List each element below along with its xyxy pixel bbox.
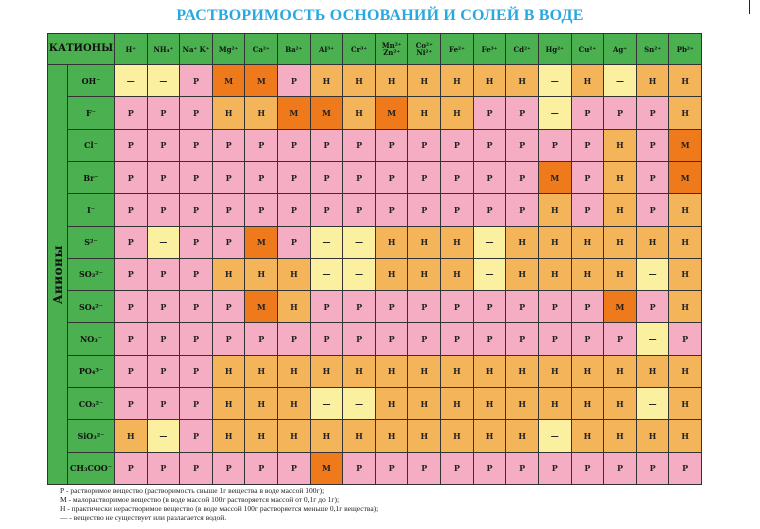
solubility-cell: М	[311, 97, 343, 128]
solubility-cell: Р	[148, 162, 180, 193]
solubility-cell: Р	[376, 291, 408, 322]
anion-header: F⁻	[68, 97, 114, 128]
solubility-cell: —	[539, 97, 571, 128]
solubility-cell: Р	[408, 194, 440, 225]
solubility-cell: Н	[441, 420, 473, 451]
solubility-cell: Н	[408, 388, 440, 419]
solubility-cell: Р	[604, 453, 636, 484]
solubility-cell: Р	[148, 388, 180, 419]
solubility-cell: Р	[376, 323, 408, 354]
solubility-cell: Р	[408, 130, 440, 161]
anions-label: Анионы	[50, 244, 65, 305]
solubility-cell: Н	[604, 356, 636, 387]
solubility-cell: Н	[245, 356, 277, 387]
solubility-cell: Н	[278, 259, 310, 290]
anion-header: Cl⁻	[68, 130, 114, 161]
solubility-cell: Н	[115, 420, 147, 451]
solubility-cell: Н	[441, 388, 473, 419]
solubility-cell: Н	[278, 420, 310, 451]
solubility-cell: Н	[376, 356, 408, 387]
solubility-cell: —	[148, 227, 180, 258]
solubility-cell: Р	[148, 97, 180, 128]
solubility-cell: Р	[572, 323, 604, 354]
solubility-cell: Н	[539, 259, 571, 290]
cation-header: Pb²⁺	[669, 34, 701, 64]
solubility-cell: Н	[506, 356, 538, 387]
solubility-cell: Н	[245, 259, 277, 290]
solubility-cell: —	[539, 65, 571, 96]
solubility-cell: Р	[506, 97, 538, 128]
solubility-cell: Н	[408, 420, 440, 451]
solubility-cell: Р	[278, 65, 310, 96]
solubility-cell: Р	[148, 291, 180, 322]
solubility-cell: Н	[669, 356, 701, 387]
solubility-cell: Р	[408, 162, 440, 193]
solubility-cell: Н	[278, 356, 310, 387]
solubility-cell: Р	[506, 323, 538, 354]
solubility-cell: Н	[245, 420, 277, 451]
cation-header: Ca²⁺	[245, 34, 277, 64]
solubility-cell: —	[637, 388, 669, 419]
solubility-cell: Р	[441, 194, 473, 225]
solubility-cell: Н	[506, 388, 538, 419]
solubility-cell: Р	[376, 194, 408, 225]
solubility-cell: Р	[115, 323, 147, 354]
solubility-cell: Р	[604, 97, 636, 128]
solubility-cell: Н	[604, 194, 636, 225]
solubility-cell: Н	[474, 420, 506, 451]
solubility-cell: Н	[669, 420, 701, 451]
solubility-cell: —	[115, 65, 147, 96]
solubility-cell: Н	[343, 356, 375, 387]
solubility-cell: Н	[213, 420, 245, 451]
solubility-cell: Р	[474, 130, 506, 161]
solubility-cell: Н	[604, 259, 636, 290]
solubility-cell: Р	[572, 453, 604, 484]
solubility-cell: Р	[278, 162, 310, 193]
solubility-cell: Н	[441, 97, 473, 128]
solubility-cell: Р	[343, 162, 375, 193]
anion-header: OH⁻	[68, 65, 114, 96]
solubility-cell: Н	[637, 65, 669, 96]
solubility-cell: Р	[506, 291, 538, 322]
solubility-cell: Р	[572, 162, 604, 193]
solubility-cell: Р	[376, 453, 408, 484]
solubility-cell: —	[343, 388, 375, 419]
anion-header: S²⁻	[68, 227, 114, 258]
solubility-cell: Р	[180, 227, 212, 258]
solubility-cell: Н	[572, 65, 604, 96]
solubility-cell: —	[604, 65, 636, 96]
solubility-cell: Р	[213, 227, 245, 258]
solubility-cell: Р	[180, 453, 212, 484]
solubility-cell: Р	[506, 130, 538, 161]
solubility-cell: Р	[408, 291, 440, 322]
solubility-cell: Н	[245, 388, 277, 419]
solubility-cell: Н	[604, 130, 636, 161]
solubility-cell: Н	[637, 227, 669, 258]
solubility-cell: Р	[180, 194, 212, 225]
solubility-cell: Р	[637, 130, 669, 161]
page-title: РАСТВОРИМОСТЬ ОСНОВАНИЙ И СОЛЕЙ В ВОДЕ	[176, 7, 584, 24]
cation-header: Cr³⁺	[343, 34, 375, 64]
solubility-cell: Н	[539, 227, 571, 258]
solubility-cell: Н	[441, 259, 473, 290]
solubility-cell: —	[474, 259, 506, 290]
solubility-cell: Н	[408, 227, 440, 258]
cation-header: Mn²⁺ Zn²⁺	[376, 34, 408, 64]
solubility-cell: Р	[343, 130, 375, 161]
solubility-cell: Р	[441, 291, 473, 322]
solubility-cell: Р	[180, 259, 212, 290]
solubility-cell: М	[311, 453, 343, 484]
cation-header: Co²⁺ Ni²⁺	[408, 34, 440, 64]
solubility-cell: Р	[180, 291, 212, 322]
cation-header: NH₄⁺	[148, 34, 180, 64]
solubility-cell: Р	[343, 291, 375, 322]
solubility-cell: Н	[637, 356, 669, 387]
solubility-cell: Р	[180, 420, 212, 451]
edge-mark	[749, 0, 750, 14]
solubility-cell: —	[474, 227, 506, 258]
solubility-cell: Р	[115, 388, 147, 419]
solubility-cell: —	[637, 323, 669, 354]
anion-header: CH₃COO⁻	[68, 453, 114, 484]
solubility-cell: —	[311, 388, 343, 419]
solubility-cell: Н	[343, 97, 375, 128]
solubility-cell: Р	[572, 194, 604, 225]
anion-header: Br⁻	[68, 162, 114, 193]
legend	[60, 486, 560, 522]
solubility-cell: Р	[637, 453, 669, 484]
solubility-cell: Р	[441, 130, 473, 161]
solubility-cell: Р	[604, 323, 636, 354]
solubility-cell: Р	[669, 453, 701, 484]
anion-header: SiO₃²⁻	[68, 420, 114, 451]
cation-header: Sn²⁺	[637, 34, 669, 64]
solubility-cell: —	[311, 259, 343, 290]
solubility-cell: Н	[637, 420, 669, 451]
solubility-table	[47, 33, 702, 485]
solubility-cell: Р	[213, 162, 245, 193]
solubility-cell: Н	[376, 259, 408, 290]
solubility-cell: Н	[506, 65, 538, 96]
solubility-cell: Р	[245, 130, 277, 161]
solubility-cell: Р	[180, 65, 212, 96]
solubility-cell: Н	[506, 420, 538, 451]
solubility-cell: Р	[180, 162, 212, 193]
solubility-cell: М	[213, 65, 245, 96]
solubility-cell: Н	[474, 388, 506, 419]
cations-header: КАТИОНЫ	[48, 34, 114, 64]
solubility-cell: Р	[441, 453, 473, 484]
solubility-cell: Р	[637, 194, 669, 225]
solubility-cell: М	[669, 130, 701, 161]
solubility-cell: М	[669, 162, 701, 193]
solubility-cell: Н	[278, 388, 310, 419]
solubility-cell: Н	[408, 356, 440, 387]
legend-item: — - вещество не существует или разлагается водой.	[60, 513, 227, 522]
solubility-cell: Н	[343, 65, 375, 96]
solubility-cell: Р	[669, 323, 701, 354]
solubility-cell: Р	[245, 162, 277, 193]
solubility-cell: Н	[572, 356, 604, 387]
solubility-cell: Н	[441, 227, 473, 258]
anion-header: SO₄²⁻	[68, 291, 114, 322]
solubility-cell: Р	[180, 323, 212, 354]
solubility-cell: Н	[669, 227, 701, 258]
solubility-cell: Н	[572, 388, 604, 419]
solubility-cell: Н	[474, 356, 506, 387]
solubility-cell: М	[539, 162, 571, 193]
solubility-cell: Р	[115, 291, 147, 322]
solubility-cell: Н	[539, 388, 571, 419]
solubility-cell: Р	[441, 162, 473, 193]
solubility-cell: Р	[343, 323, 375, 354]
solubility-cell: Р	[311, 323, 343, 354]
solubility-cell: Н	[278, 291, 310, 322]
solubility-cell: Р	[278, 453, 310, 484]
solubility-cell: Н	[572, 227, 604, 258]
solubility-cell: Н	[669, 194, 701, 225]
solubility-cell: Р	[115, 162, 147, 193]
cation-header: Ba²⁺	[278, 34, 310, 64]
cation-header: Cu²⁺	[572, 34, 604, 64]
solubility-cell: Р	[278, 130, 310, 161]
solubility-cell: Н	[408, 65, 440, 96]
solubility-cell: Р	[376, 130, 408, 161]
solubility-cell: Н	[669, 388, 701, 419]
solubility-cell: Р	[572, 291, 604, 322]
solubility-cell: Р	[115, 259, 147, 290]
solubility-cell: Р	[539, 291, 571, 322]
solubility-cell: Р	[311, 162, 343, 193]
solubility-cell: Н	[474, 65, 506, 96]
solubility-cell: Р	[278, 227, 310, 258]
solubility-cell: М	[245, 227, 277, 258]
solubility-cell: Р	[245, 453, 277, 484]
solubility-cell: Р	[441, 323, 473, 354]
solubility-cell: Н	[213, 259, 245, 290]
solubility-cell: Н	[376, 388, 408, 419]
solubility-cell: Р	[408, 323, 440, 354]
solubility-cell: Р	[539, 453, 571, 484]
solubility-cell: Р	[376, 162, 408, 193]
solubility-cell: Р	[213, 130, 245, 161]
anion-header: CO₃²⁻	[68, 388, 114, 419]
solubility-cell: Р	[311, 130, 343, 161]
solubility-cell: —	[539, 420, 571, 451]
solubility-cell: Н	[506, 259, 538, 290]
solubility-cell: Н	[408, 259, 440, 290]
solubility-cell: Р	[343, 453, 375, 484]
solubility-cell: Р	[213, 291, 245, 322]
solubility-cell: Н	[669, 97, 701, 128]
solubility-cell: Р	[148, 259, 180, 290]
solubility-cell: —	[637, 259, 669, 290]
solubility-cell: Р	[474, 453, 506, 484]
solubility-cell: Р	[115, 453, 147, 484]
solubility-cell: Р	[637, 291, 669, 322]
solubility-cell: Н	[604, 162, 636, 193]
anion-header: NO₃⁻	[68, 323, 114, 354]
anions-side-header	[48, 65, 67, 484]
solubility-cell: Н	[669, 291, 701, 322]
solubility-cell: Н	[245, 97, 277, 128]
solubility-cell: М	[376, 97, 408, 128]
solubility-cell: Р	[539, 130, 571, 161]
anion-header: SO₃²⁻	[68, 259, 114, 290]
solubility-cell: Н	[376, 65, 408, 96]
solubility-cell: Р	[213, 453, 245, 484]
legend-item: М - малорастворимое вещество (в воде массой 100г растворяется массой от 0,1г до 1г);	[60, 495, 340, 504]
solubility-cell: Р	[115, 130, 147, 161]
solubility-cell: Н	[669, 65, 701, 96]
solubility-cell: Н	[311, 65, 343, 96]
solubility-cell: Р	[539, 323, 571, 354]
solubility-cell: Р	[311, 291, 343, 322]
solubility-cell: Н	[343, 420, 375, 451]
solubility-cell: Н	[604, 227, 636, 258]
solubility-cell: Р	[148, 194, 180, 225]
solubility-cell: Р	[115, 356, 147, 387]
solubility-cell: —	[343, 227, 375, 258]
cation-header: H⁺	[115, 34, 147, 64]
cation-header: Na⁺ K⁺	[180, 34, 212, 64]
cation-header: Cd²⁺	[506, 34, 538, 64]
solubility-cell: Н	[604, 388, 636, 419]
solubility-cell: Р	[278, 194, 310, 225]
solubility-cell: Н	[213, 388, 245, 419]
solubility-cell: Н	[376, 227, 408, 258]
solubility-cell: Н	[213, 356, 245, 387]
solubility-cell: —	[343, 259, 375, 290]
legend-item: Н - практически нерастворимое вещество (в воде массой 100г растворяется меньше 0,1г вещества);	[60, 504, 379, 513]
solubility-cell: Н	[669, 259, 701, 290]
solubility-cell: Н	[604, 420, 636, 451]
solubility-cell: Р	[506, 162, 538, 193]
cation-header: Hg²⁺	[539, 34, 571, 64]
solubility-cell: Н	[506, 227, 538, 258]
solubility-cell: Р	[213, 323, 245, 354]
cation-header: Ag⁺	[604, 34, 636, 64]
solubility-cell: Р	[572, 130, 604, 161]
solubility-cell: Р	[115, 97, 147, 128]
solubility-cell: Р	[180, 97, 212, 128]
anion-header: PO₄³⁻	[68, 356, 114, 387]
solubility-cell: Н	[572, 259, 604, 290]
solubility-cell: Н	[408, 97, 440, 128]
solubility-cell: Н	[311, 420, 343, 451]
solubility-cell: Р	[408, 453, 440, 484]
solubility-cell: Р	[278, 323, 310, 354]
solubility-cell: Н	[572, 420, 604, 451]
solubility-cell: Н	[539, 356, 571, 387]
solubility-cell: Р	[148, 323, 180, 354]
solubility-cell: Р	[474, 194, 506, 225]
solubility-cell: Р	[148, 453, 180, 484]
solubility-cell: Р	[506, 194, 538, 225]
solubility-cell: М	[604, 291, 636, 322]
solubility-cell: —	[311, 227, 343, 258]
solubility-cell: Р	[637, 97, 669, 128]
solubility-cell: Р	[343, 194, 375, 225]
cation-header: Mg²⁺	[213, 34, 245, 64]
solubility-cell: М	[245, 291, 277, 322]
solubility-cell: Р	[506, 453, 538, 484]
cation-header: Fe²⁺	[441, 34, 473, 64]
solubility-cell: Р	[148, 356, 180, 387]
legend-item: Р - растворимое вещество (растворимость свыше 1г вещества в воде массой 100г);	[60, 486, 325, 495]
solubility-cell: Р	[180, 356, 212, 387]
solubility-cell: Р	[474, 323, 506, 354]
solubility-cell: Р	[474, 97, 506, 128]
solubility-cell: Р	[245, 323, 277, 354]
cation-header: Al³⁺	[311, 34, 343, 64]
solubility-cell: Р	[474, 291, 506, 322]
solubility-cell: Р	[115, 227, 147, 258]
solubility-cell: Р	[148, 130, 180, 161]
solubility-cell: Р	[115, 194, 147, 225]
solubility-cell: Н	[213, 97, 245, 128]
solubility-cell: Н	[441, 65, 473, 96]
solubility-cell: Р	[311, 194, 343, 225]
solubility-cell: М	[278, 97, 310, 128]
solubility-cell: Н	[539, 194, 571, 225]
solubility-cell: Н	[311, 356, 343, 387]
solubility-cell: Р	[180, 130, 212, 161]
solubility-cell: Р	[637, 162, 669, 193]
solubility-cell: —	[148, 65, 180, 96]
cation-header: Fe³⁺	[474, 34, 506, 64]
solubility-cell: Н	[441, 356, 473, 387]
solubility-cell: Р	[572, 97, 604, 128]
solubility-cell: Р	[180, 388, 212, 419]
solubility-cell: Р	[213, 194, 245, 225]
anion-header: I⁻	[68, 194, 114, 225]
solubility-cell: Р	[245, 194, 277, 225]
solubility-cell: Н	[376, 420, 408, 451]
solubility-cell: М	[245, 65, 277, 96]
solubility-cell: —	[148, 420, 180, 451]
solubility-cell: Р	[474, 162, 506, 193]
